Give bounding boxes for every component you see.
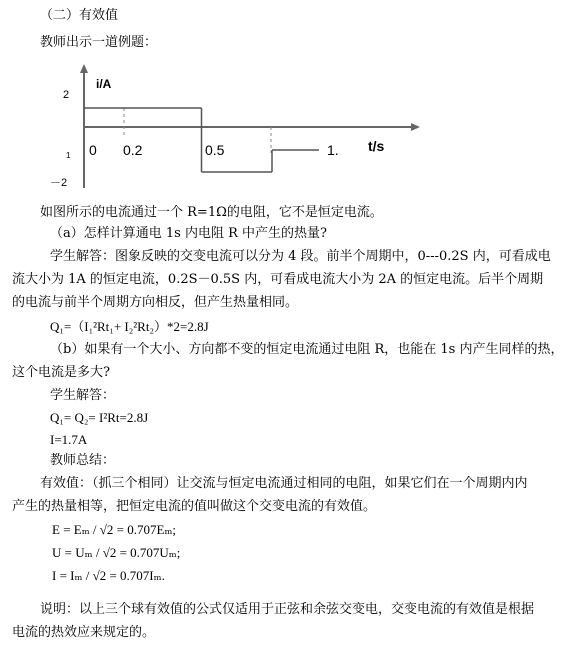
question-b-line2: 这个电流是多大?	[12, 365, 110, 380]
section-title: （二）有效值	[40, 8, 119, 23]
question-b-line1: （b）如果有一个大小、方向都不变的恒定电流通过电阻 R，也能在 1s 内产生同样的热，	[50, 342, 564, 357]
current-chart	[0, 60, 584, 195]
x-tick-1: 1.	[327, 142, 339, 158]
heat-calc: Q₁=（I₁²Rt₁+ I₂²Rt₂）*2=2.8J	[50, 319, 209, 334]
x-tick-0.2: 0.2	[123, 142, 143, 158]
summary-label: 教师总结：	[50, 453, 116, 468]
summary-line1: 有效值：（抓三个相同）让交流与恒定电流通过相同的电阻，如果它们在一个周期内内	[40, 476, 528, 491]
formula-current: I = Iₘ / √2 = 0.707Iₘ.	[52, 568, 165, 583]
formula-voltage: U = Uₘ / √2 = 0.707Uₘ;	[52, 545, 181, 560]
answer2-label: 学生解答：	[50, 388, 116, 403]
summary-line2: 产生的热量相等，把恒定电流的值叫做这个交变电流的有效值。	[12, 499, 377, 514]
question-a: （a）怎样计算通电 1s 内电阻 R 中产生的热量?	[50, 226, 327, 241]
x-axis-label: t/s	[368, 138, 385, 154]
intro-text: 教师出示一道例题：	[40, 35, 158, 50]
y-axis-label: i/A	[96, 77, 112, 91]
y-axis-arrow	[80, 64, 88, 73]
answer2-equation: Q₁= Q₂= I²Rt=2.8J	[50, 410, 149, 425]
x-tick-0.5: 0.5	[205, 142, 225, 158]
answer1-line3: 的电流与前半个周期方向相反，但产生热量相同。	[12, 295, 299, 310]
y-tick-neg2: －2	[50, 177, 68, 189]
y-tick-2: 2	[63, 89, 70, 101]
waveform	[84, 108, 319, 172]
answer1-line2: 流大小为 1A 的恒定电流，0.2S－0.5S 内，可看成电流大小为 2A 的恒定电流。后半个周期	[12, 272, 544, 287]
para-resistor: 如图所示的电流通过一个 R=1Ω的电阻，它不是恒定电流。	[40, 205, 383, 220]
x-tick-0: 0	[89, 142, 97, 158]
answer2-current: I=1.7A	[50, 432, 88, 447]
note-line1: 说明：以上三个球有效值的公式仅适用于正弦和余弦交变电，交变电流的有效值是根据	[40, 602, 535, 617]
answer1-line1: 学生解答：图象反映的交变电流可以分为 4 段。前半个周期中，0---0.2S 内，可看成电	[50, 249, 551, 264]
x-axis-arrow	[411, 123, 420, 131]
note-line2: 电流的热效应来规定的。	[12, 625, 156, 640]
formula-emf: E = Eₘ / √2 = 0.707Eₘ;	[52, 522, 177, 537]
y-tick-1: 1	[66, 151, 71, 160]
